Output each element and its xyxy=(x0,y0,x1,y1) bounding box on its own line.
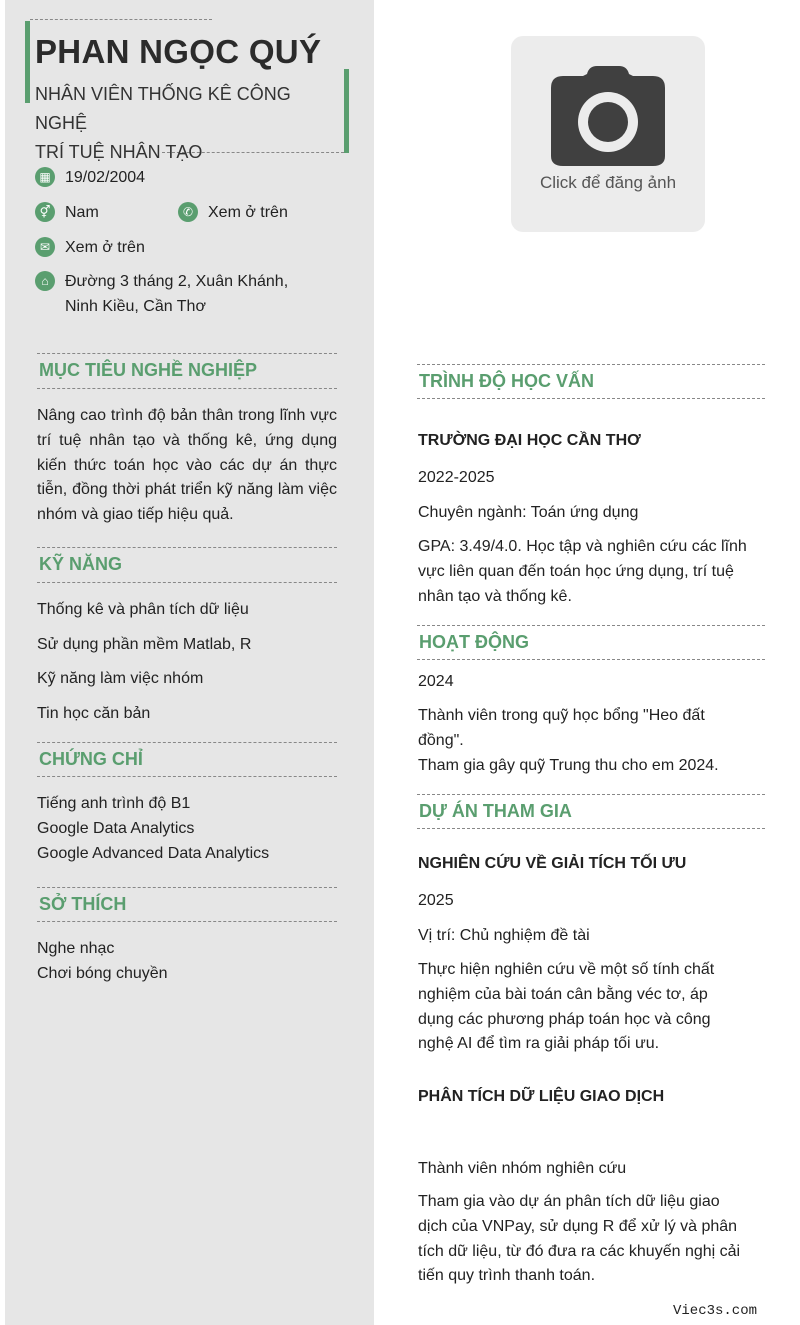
phone-icon: ✆ xyxy=(178,202,198,222)
project-description[interactable] xyxy=(418,958,714,1057)
objective-heading xyxy=(37,353,337,389)
objective-text[interactable]: Nâng cao trình độ bản thân trong lĩnh vực trí tuệ nhân tạo và thống kê, ứng dụng kiến thức toán học vào các dự án thực tiễn, đồng thời phát triển kỹ năng làm việc nhóm và giao tiếp hiệu quả. xyxy=(37,407,337,524)
section-title: SỞ THÍCH xyxy=(39,894,127,914)
hobby-item[interactable]: Chơi bóng chuyền xyxy=(37,965,168,982)
skill-item[interactable]: Thống kê và phân tích dữ liệu xyxy=(37,601,249,618)
text-line: dịch của VNPay, sử dụng R để xử lý và phân xyxy=(418,1217,738,1235)
job-position[interactable] xyxy=(35,80,345,167)
text-line: nhân tạo và thống kê. xyxy=(418,587,572,605)
text-line: dụng các phương pháp toán học và công xyxy=(418,1010,711,1028)
birthday-row[interactable] xyxy=(35,165,145,190)
address-row[interactable] xyxy=(35,269,288,319)
education-major[interactable]: Chuyên ngành: Toán ứng dụng xyxy=(418,504,639,521)
email-row[interactable] xyxy=(35,235,145,260)
job-position-line: NHÂN VIÊN THỐNG KÊ CÔNG NGHỆ xyxy=(35,84,291,133)
hobbies-heading xyxy=(37,887,337,922)
activity-year[interactable]: 2024 xyxy=(418,673,454,690)
gender-value: Nam xyxy=(65,204,99,221)
certificate-item[interactable]: Google Advanced Data Analytics xyxy=(37,845,270,862)
education-heading xyxy=(417,364,765,399)
phone-row[interactable] xyxy=(178,200,288,225)
section-title: HOẠT ĐỘNG xyxy=(419,632,529,652)
education-period[interactable]: 2022-2025 xyxy=(418,469,495,486)
project-description[interactable] xyxy=(418,1190,740,1289)
text-line: nghiệm của bài toán cân bằng véc tơ, áp xyxy=(418,985,708,1003)
photo-upload[interactable] xyxy=(511,36,705,232)
divider xyxy=(30,19,212,20)
certificates-heading xyxy=(37,742,337,777)
skills-heading xyxy=(37,547,337,583)
birthday-value: 19/02/2004 xyxy=(65,169,146,186)
photo-caption: Click để đăng ảnh xyxy=(539,173,677,192)
text-line: GPA: 3.49/4.0. Học tập và nghiên cứu các lĩnh xyxy=(418,538,747,555)
camera-icon xyxy=(549,64,667,168)
phone-value: Xem ở trên xyxy=(208,204,288,221)
text-line: nghệ AI để tìm ra giải pháp tối ưu. xyxy=(418,1035,660,1053)
activities-heading xyxy=(417,625,765,660)
text-line: Thành viên trong quỹ học bổng "Heo đất xyxy=(418,707,705,724)
home-icon: ⌂ xyxy=(35,271,55,291)
hobby-item[interactable]: Nghe nhạc xyxy=(37,940,115,957)
accent-bar xyxy=(25,21,30,103)
full-name[interactable]: PHAN NGỌC QUÝ xyxy=(35,33,322,70)
text-line: Tham gia vào dự án phân tích dữ liệu giao xyxy=(418,1193,720,1210)
text-line: Thực hiện nghiên cứu về một số tính chất xyxy=(418,961,715,978)
certificate-item[interactable]: Tiếng anh trình độ B1 xyxy=(37,795,191,812)
project-role[interactable]: Vị trí: Chủ nghiệm đề tài xyxy=(418,927,590,944)
education-description[interactable] xyxy=(418,535,747,609)
text-line: Tham gia gây quỹ Trung thu cho em 2024. xyxy=(418,756,719,774)
footer-brand: Viec3s.com xyxy=(673,1303,758,1319)
gender-icon: ⚥ xyxy=(35,202,55,222)
calendar-icon: ▦ xyxy=(35,167,55,187)
address-line: Ninh Kiều, Cần Thơ xyxy=(65,298,206,315)
text-line: tiến quy trình thanh toán. xyxy=(418,1267,596,1285)
project-name[interactable]: NGHIÊN CỨU VỀ GIẢI TÍCH TỐI ƯU xyxy=(418,855,687,872)
text-line: vực liên quan đến toán học ứng dụng, trí tuệ xyxy=(418,562,734,580)
address-line: Đường 3 tháng 2, Xuân Khánh, xyxy=(65,273,289,290)
project-role[interactable]: Thành viên nhóm nghiên cứu xyxy=(418,1160,627,1177)
address-value xyxy=(65,269,288,319)
email-value: Xem ở trên xyxy=(65,239,145,256)
skill-item[interactable]: Tin học căn bản xyxy=(37,705,151,722)
text-line: tích dữ liệu, từ đó đưa ra các khuyến nghị cải xyxy=(418,1242,741,1260)
skill-item[interactable]: Kỹ năng làm việc nhóm xyxy=(37,670,204,687)
project-year[interactable]: 2025 xyxy=(418,892,454,909)
section-title: DỰ ÁN THAM GIA xyxy=(419,801,572,821)
gender-row[interactable] xyxy=(35,200,99,225)
certificate-item[interactable]: Google Data Analytics xyxy=(37,820,195,837)
envelope-icon: ✉ xyxy=(35,237,55,257)
section-title: KỸ NĂNG xyxy=(39,554,123,574)
skill-item[interactable]: Sử dụng phần mềm Matlab, R xyxy=(37,636,252,653)
section-title: TRÌNH ĐỘ HỌC VẤN xyxy=(419,371,594,391)
section-title: CHỨNG CHỈ xyxy=(39,749,143,769)
projects-heading xyxy=(417,794,765,829)
school-name[interactable]: TRƯỜNG ĐẠI HỌC CẦN THƠ xyxy=(418,432,641,449)
text-line: đồng". xyxy=(418,731,464,749)
section-title: MỤC TIÊU NGHỀ NGHIỆP xyxy=(39,360,258,380)
sidebar xyxy=(5,0,374,1325)
activity-description[interactable] xyxy=(418,704,719,778)
job-position-line: TRÍ TUỆ NHÂN TẠO xyxy=(35,142,203,162)
project-name[interactable]: PHÂN TÍCH DỮ LIỆU GIAO DỊCH xyxy=(418,1088,665,1105)
